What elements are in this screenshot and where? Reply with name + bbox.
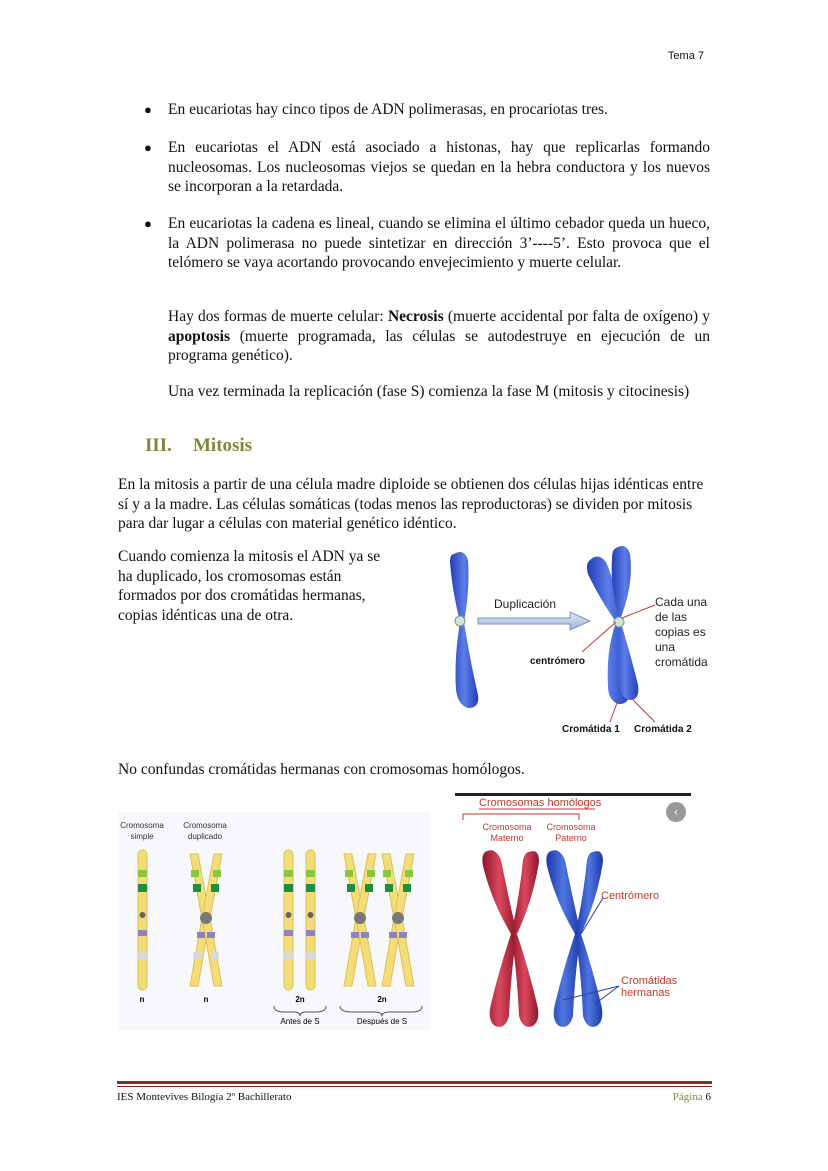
footer-page-label: Página [672,1091,703,1103]
maternal-chromosome [482,850,539,1027]
no-confundas-text: No confundas cromátidas hermanas con cromosomas homólogos. [118,761,525,778]
bracket [463,814,579,820]
bullet-dot: ● [144,216,152,231]
label-duplicacion: Duplicación [494,597,557,611]
label-cromosoma-paterno: Cromosoma Paterno [546,822,596,843]
footer-school: IES Montevives Bilogía 2º Bachillerato [117,1091,292,1103]
bullet-1 [144,100,710,120]
label-cromosomas-homologos: Cromosomas homólogos [479,797,602,809]
label-cromatida-2: Cromátida 2 [634,724,692,735]
label-centromero: centrómero [530,656,586,667]
label-2n: 2n [295,995,305,1004]
section-title: Mitosis [193,435,253,456]
text: (muerte accidental por falta de oxígeno) y [443,308,711,325]
top-rule [455,793,691,796]
simple-chromosome [138,850,147,990]
single-chromosome-illustration [450,552,478,708]
label-cromosoma-simple: Cromosoma simple [120,821,164,841]
label-despues-de-s: Después de S [356,1017,408,1026]
bullet-text: En eucariotas la cadena es lineal, cuando se elimina el último cebador queda un hueco, la ADN polimerasa no puede sintetizar en dirección 3’----5’. Esto provoca que el telómero se vaya acortando provocando envejecimiento y muerte celular. [168,215,710,271]
bullet-3 [144,214,710,273]
term-necrosis: Necrosis [387,308,444,325]
footer-page-number: 6 [705,1091,711,1103]
bullet-2 [144,138,710,197]
label-2n: 2n [377,995,387,1004]
arrow-icon [478,612,590,630]
label-n: n [203,995,209,1004]
section-number: III. [145,435,172,456]
bullet-dot: ● [144,140,152,155]
pointer-line [633,700,655,722]
label-cromatidas-hermanas: Cromátidas hermanas [621,975,678,999]
text: (muerte programada, las células se autodestruye en ejecución de un programa genético). [168,327,710,364]
chromosome-diagram-figure [118,812,430,1030]
page-header-tema: Tema 7 [667,50,704,62]
label-n: n [139,995,145,1004]
paragraph-muerte-celular [168,307,710,366]
mitosis-intro: En la mitosis a partir de una célula madre diploide se obtienen dos células hijas idénticas entre sí y a la madre. Las células somáticas (todas menos las reproductoras) se dividen por mitosis para dar lugar a células con material genético idéntico. [118,476,704,532]
pointer-line [610,700,618,722]
bullet-dot: ● [144,102,152,117]
pointer-line [622,605,655,618]
footer-page [673,1091,711,1103]
label-antes-de-s: Antes de S [280,1017,320,1026]
chevron-left-glyph: ‹ [673,805,679,819]
label-centromero-2: Centrómero [601,890,660,902]
paragraph-fase-s: Una vez terminada la replicación (fase S) comienza la fase M (mitosis y citocinesis) [168,383,690,400]
bullet-text: En eucariotas hay cinco tipos de ADN polimerasas, en procariotas tres. [168,101,608,118]
bullet-text: En eucariotas el ADN está asociado a histonas, hay que replicarlas formando nucleosomas. Los nucleosomas viejos se quedan en la hebra conductora y los nuevos se incorporan a la retardada. [168,139,710,195]
label-cromatida-1: Cromátida 1 [562,724,620,735]
label-cromosoma-duplicado: Cromosoma duplicado [183,821,227,841]
label-cromosoma-materno: Cromosoma Materno [482,822,532,843]
duplication-figure [430,540,720,745]
homologous-chromosomes-figure [455,790,691,1052]
mitosis-adn-duplicado: Cuando comienza la mitosis el ADN ya se ha duplicado, los cromosomas están formados por dos cromátidas hermanas, copias idénticas una de otra. [118,548,381,624]
term-apoptosis: apoptosis [168,327,231,345]
label-cada-una: Cada una de las copias es una cromátida [655,595,708,669]
footer-rule-thin [117,1086,712,1087]
footer-rule [117,1081,712,1084]
text: Hay dos formas de muerte celular: [168,308,388,325]
paternal-chromosome [546,850,603,1027]
section-heading [145,435,252,457]
